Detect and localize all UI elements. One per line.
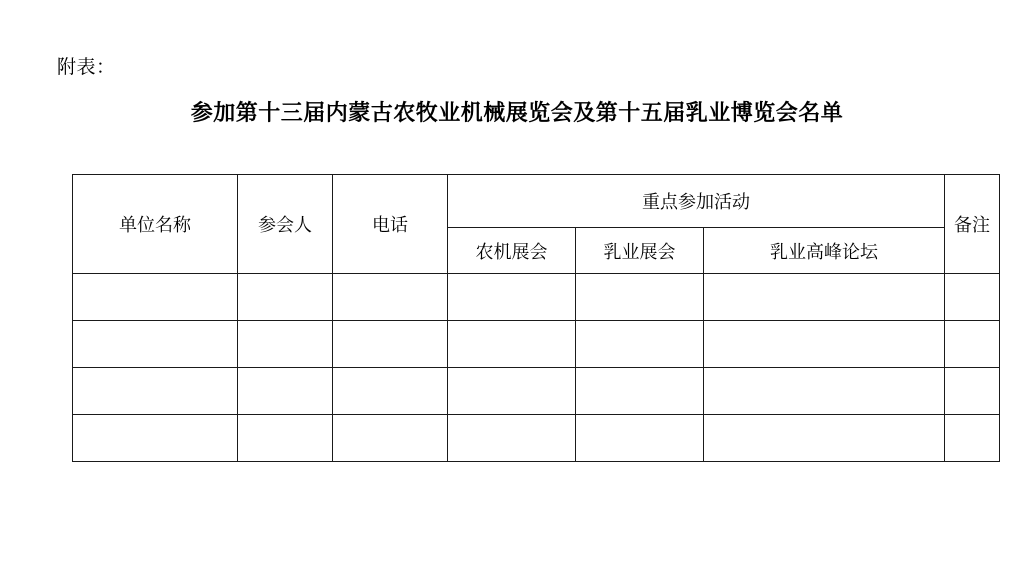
cell-attendee[interactable] — [238, 274, 333, 321]
cell-activity-agri-machinery[interactable] — [448, 368, 576, 415]
cell-attendee[interactable] — [238, 321, 333, 368]
table-row[interactable] — [73, 321, 1000, 368]
cell-activity-dairy-expo[interactable] — [576, 274, 704, 321]
cell-activity-dairy-expo[interactable] — [576, 368, 704, 415]
cell-unit-name[interactable] — [73, 274, 238, 321]
cell-activity-dairy-forum[interactable] — [704, 368, 945, 415]
cell-remarks[interactable] — [945, 321, 1000, 368]
header-activity-dairy-expo: 乳业展会 — [576, 228, 704, 274]
cell-attendee[interactable] — [238, 415, 333, 462]
cell-activity-dairy-expo[interactable] — [576, 415, 704, 462]
table-row[interactable] — [73, 415, 1000, 462]
cell-phone[interactable] — [333, 368, 448, 415]
page-title: 参加第十三届内蒙古农牧业机械展览会及第十五届乳业博览会名单 — [190, 100, 844, 125]
cell-activity-dairy-forum[interactable] — [704, 415, 945, 462]
header-phone: 电话 — [333, 175, 448, 274]
cell-activity-dairy-expo[interactable] — [576, 321, 704, 368]
signup-table-container — [72, 174, 999, 462]
cell-phone[interactable] — [333, 321, 448, 368]
cell-activity-dairy-forum[interactable] — [704, 274, 945, 321]
cell-remarks[interactable] — [945, 368, 1000, 415]
cell-unit-name[interactable] — [73, 321, 238, 368]
cell-remarks[interactable] — [945, 415, 1000, 462]
cell-activity-dairy-forum[interactable] — [704, 321, 945, 368]
header-key-activities: 重点参加活动 — [448, 175, 945, 228]
cell-unit-name[interactable] — [73, 368, 238, 415]
table-header-row-top — [73, 175, 1000, 228]
cell-activity-agri-machinery[interactable] — [448, 274, 576, 321]
cell-attendee[interactable] — [238, 368, 333, 415]
cell-activity-agri-machinery[interactable] — [448, 415, 576, 462]
table-row[interactable] — [73, 274, 1000, 321]
header-remarks: 备注 — [945, 175, 1000, 274]
cell-activity-agri-machinery[interactable] — [448, 321, 576, 368]
cell-phone[interactable] — [333, 415, 448, 462]
cell-phone[interactable] — [333, 274, 448, 321]
header-activity-dairy-forum: 乳业高峰论坛 — [704, 228, 945, 274]
signup-table — [72, 174, 1000, 462]
table-row[interactable] — [73, 368, 1000, 415]
attachment-label: 附表： — [57, 57, 116, 78]
header-unit-name: 单位名称 — [73, 175, 238, 274]
header-attendee: 参会人 — [238, 175, 333, 274]
header-activity-agri-machinery: 农机展会 — [448, 228, 576, 274]
cell-unit-name[interactable] — [73, 415, 238, 462]
cell-remarks[interactable] — [945, 274, 1000, 321]
